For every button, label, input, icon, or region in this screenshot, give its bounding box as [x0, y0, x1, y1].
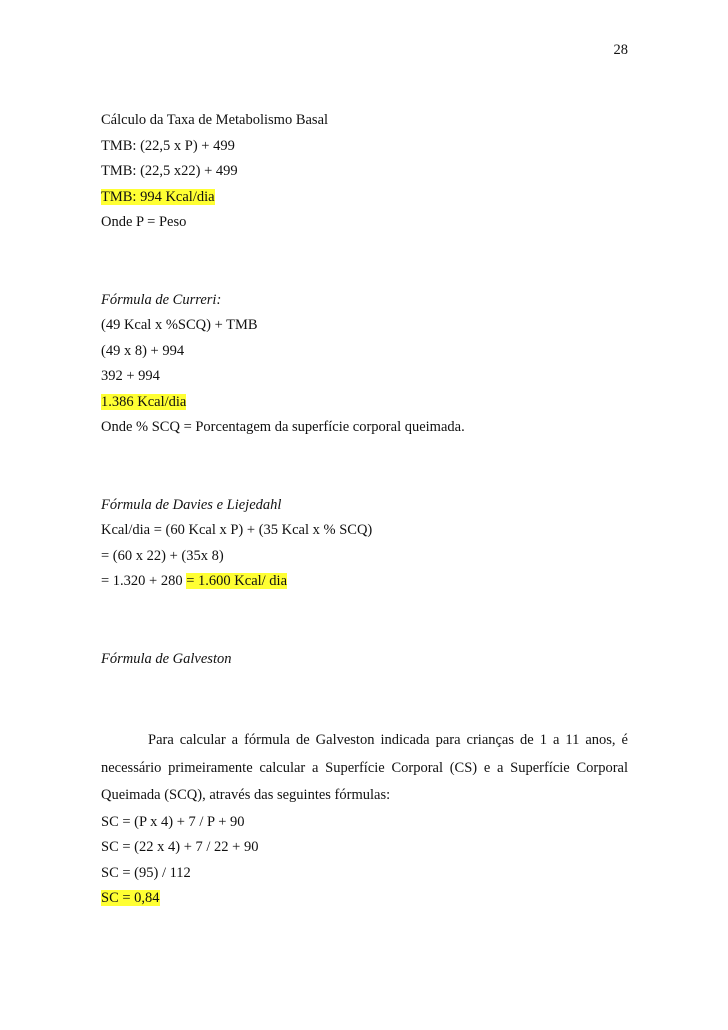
- davies-line-1: Kcal/dia = (60 Kcal x P) + (35 Kcal x % SCQ): [101, 522, 373, 538]
- section-galveston: [101, 647, 628, 912]
- page-number: 28: [613, 42, 628, 58]
- section-tmb: [101, 108, 628, 236]
- galveston-result-highlight: SC = 0,84: [101, 890, 160, 906]
- galveston-paragraph-line-3: Queimada (SCQ), através das seguintes fórmulas:: [101, 787, 391, 803]
- section-curreri: [101, 288, 628, 441]
- tmb-note: Onde P = Peso: [101, 214, 187, 230]
- galveston-line-1: SC = (P x 4) + 7 / P + 90: [101, 813, 245, 830]
- section-curreri-title: Fórmula de Curreri:: [101, 291, 222, 308]
- davies-line-2: = (60 x 22) + (35x 8): [101, 547, 224, 564]
- document-body: [101, 108, 628, 912]
- galveston-line-3: SC = (95) / 112: [101, 864, 191, 881]
- curreri-note: Onde % SCQ = Porcentagem da superfície corporal queimada.: [101, 419, 465, 435]
- tmb-line-1: TMB: (22,5 x P) + 499: [101, 137, 235, 154]
- section-davies: [101, 493, 628, 595]
- davies-result-highlight: = 1.600 Kcal/ dia: [186, 573, 288, 589]
- galveston-paragraph-line-1: Para calcular a fórmula de Galveston indicada para crianças de 1 a 11 anos, é: [148, 732, 628, 748]
- galveston-line-2: SC = (22 x 4) + 7 / 22 + 90: [101, 839, 259, 855]
- section-davies-title: Fórmula de Davies e Liejedahl: [101, 496, 282, 513]
- curreri-line-3: 392 + 994: [101, 368, 160, 384]
- galveston-paragraph-line-2: necessário primeiramente calcular a Superfície Corporal (CS) e a Superfície Corporal: [101, 759, 628, 776]
- curreri-result-highlight: 1.386 Kcal/dia: [101, 393, 187, 410]
- tmb-result-highlight: TMB: 994 Kcal/dia: [101, 188, 215, 205]
- curreri-line-2: (49 x 8) + 994: [101, 342, 185, 359]
- section-tmb-title: Cálculo da Taxa de Metabolismo Basal: [101, 112, 329, 128]
- galveston-paragraph: [101, 727, 628, 810]
- tmb-line-2: TMB: (22,5 x22) + 499: [101, 163, 238, 179]
- davies-line-3: [101, 569, 628, 595]
- section-galveston-title: Fórmula de Galveston: [101, 650, 232, 667]
- curreri-line-1: (49 Kcal x %SCQ) + TMB: [101, 317, 258, 333]
- davies-line-3-prefix: = 1.320 + 280: [101, 573, 187, 589]
